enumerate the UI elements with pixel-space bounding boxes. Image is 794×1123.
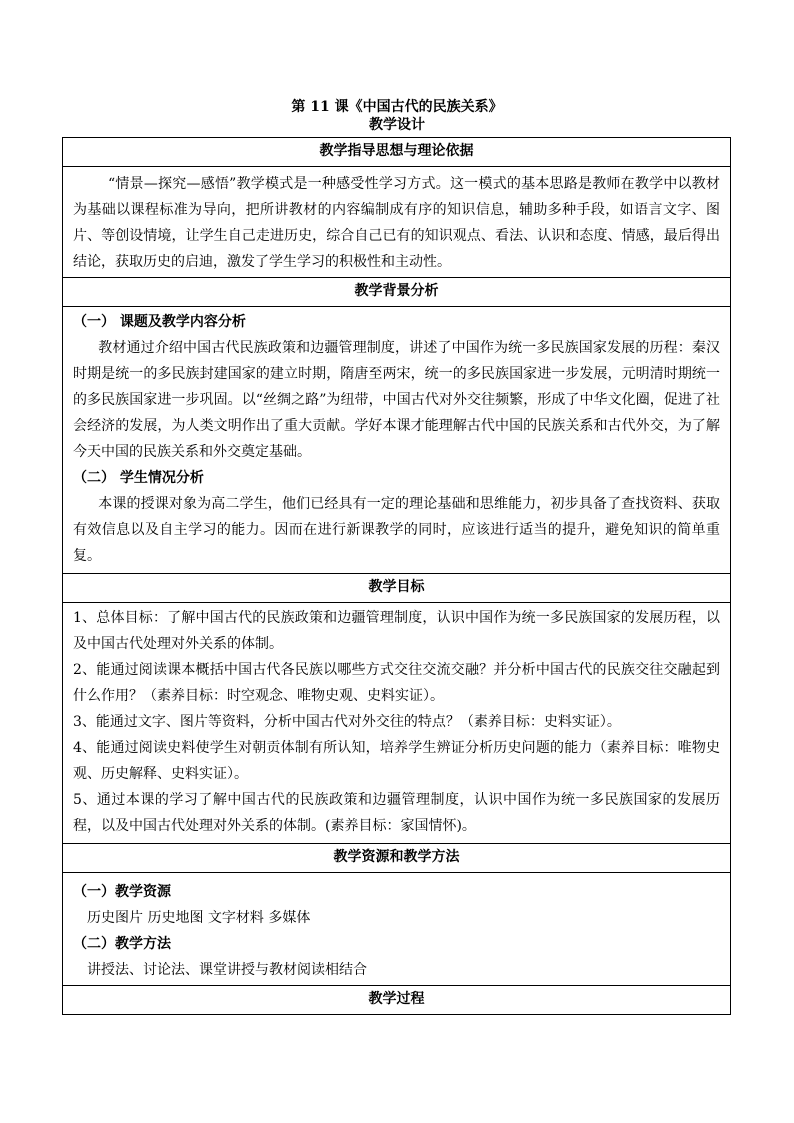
background-subheading-1: （一） 课题及教学内容分析 <box>73 314 246 330</box>
resources-cell <box>63 873 731 986</box>
section-header-row <box>63 278 731 307</box>
section-header-row <box>63 138 731 167</box>
background-paragraph-2: 本课的授课对象为高二学生，他们已经具有一定的理论基础和思维能力，初步具备了查找资料、获取有效信息以及自主学习的能力。因而在进行新课教学的同时，应该进行适当的提升，避免知识的简单重复。 <box>73 496 720 564</box>
goal-item: 1、总体目标：了解中国古代的民族政策和边疆管理制度，认识中国作为统一多民族国家的发展历程，以及中国古代处理对外关系的体制。 <box>73 610 720 652</box>
document-title: 第 11 课《中国古代的民族关系》 <box>291 99 503 115</box>
section-body-row <box>63 603 731 844</box>
section-header-row <box>63 986 731 1015</box>
goal-item: 2、能通过阅读课本概括中国古代各民族以哪些方式交往交流交融？并分析中国古代的民族交往交融起到什么作用？（素养目标：时空观念、唯物史观、史料实证）。 <box>73 662 720 704</box>
guiding-header: 教学指导思想与理论依据 <box>63 138 731 167</box>
guiding-cell <box>63 167 731 278</box>
resources-list: 历史图片 历史地图 文字材料 多媒体 <box>87 910 311 926</box>
background-subheading-2: （二） 学生情况分析 <box>73 470 204 486</box>
goals-header: 教学目标 <box>63 574 731 603</box>
resources-header: 教学资源和教学方法 <box>63 844 731 873</box>
goal-item: 3、能通过文字、图片等资料，分析中国古代对外交往的特点？（素养目标：史料实证）。 <box>73 714 621 730</box>
goal-item: 4、能通过阅读史料使学生对朝贡体制有所认知，培养学生辨证分析历史问题的能力（素养目标：唯物史观、历史解释、史料实证）。 <box>73 740 720 782</box>
document-subtitle: 教学设计 <box>369 117 425 133</box>
background-header: 教学背景分析 <box>63 278 731 307</box>
resources-subheading-1: （一）教学资源 <box>73 884 171 900</box>
goals-cell <box>63 603 731 844</box>
background-cell <box>63 307 731 574</box>
process-header: 教学过程 <box>63 986 731 1015</box>
section-header-row <box>63 844 731 873</box>
section-body-row <box>63 307 731 574</box>
section-header-row <box>63 574 731 603</box>
lesson-plan-table <box>62 137 731 1015</box>
resources-subheading-2: （二）教学方法 <box>73 936 171 952</box>
background-paragraph-1: 教材通过介绍中国古代民族政策和边疆管理制度，讲述了中国作为统一多民族国家发展的历程：秦汉时期是统一的多民族封建国家的建立时期，隋唐至两宋，统一的多民族国家进一步发展，元明清时期统一的多民族国家进一步巩固。以“丝绸之路”为纽带，中国古代对外交往频繁，形成了中华文化圈，促进了社会经济的发展，为人类文明作出了重大贡献。学好本课才能理解古代中国的民族关系和古代外交，为了解今天中国的民族关系和外交奠定基础。 <box>73 340 720 460</box>
section-body-row <box>63 873 731 986</box>
goal-item: 5、通过本课的学习了解中国古代的民族政策和边疆管理制度，认识中国作为统一多民族国家的发展历程，以及中国古代处理对外关系的体制。(素养目标：家国情怀)。 <box>73 792 720 834</box>
methods-list: 讲授法、讨论法、课堂讲授与教材阅读相结合 <box>87 962 367 978</box>
guiding-paragraph: “情景—探究—感悟”教学模式是一种感受性学习方式。这一模式的基本思路是教师在教学中以教材为基础以课程标准为导向，把所讲教材的内容编制成有序的知识信息，辅助多种手段，如语言文字、图片、等创设情境，让学生自己走进历史，综合自己已有的知识观点、看法、认识和态度、情感，最后得出结论，获取历史的启迪，激发了学生学习的积极性和主动性。 <box>73 176 720 270</box>
section-body-row <box>63 167 731 278</box>
